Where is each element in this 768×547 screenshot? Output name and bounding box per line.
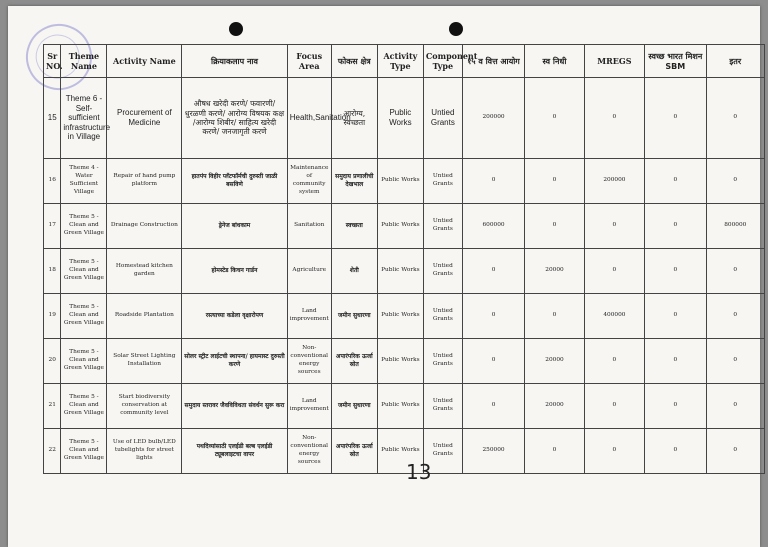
cell-15th-finance: 600000 — [462, 204, 524, 249]
cell-activity-mr: समुदाय स्तरावर जैवविविधता संवर्धन सुरू करा — [182, 384, 287, 429]
cell-mregs: 400000 — [584, 294, 644, 339]
cell-activity: Drainage Construction — [107, 204, 182, 249]
cell-other: 800000 — [706, 204, 764, 249]
cell-mregs: 0 — [584, 429, 644, 474]
cell-other: 0 — [706, 339, 764, 384]
cell-sr: 17 — [44, 204, 61, 249]
cell-activity-type: Public Works — [377, 339, 423, 384]
cell-theme: Theme 5 - Clean and Green Village — [61, 339, 107, 384]
cell-other: 0 — [706, 294, 764, 339]
cell-activity-type: Public Works — [377, 159, 423, 204]
cell-15th-finance: 0 — [462, 339, 524, 384]
cell-mregs: 0 — [584, 339, 644, 384]
cell-own-funds: 20000 — [525, 249, 584, 294]
cell-sbm: 0 — [645, 249, 706, 294]
cell-activity: Use of LED bulb/LED tubelights for street lights — [107, 429, 182, 474]
cell-component: Untied Grants — [423, 204, 462, 249]
cell-activity: Solar Street Lighting Installation — [107, 339, 182, 384]
cell-activity-type: Public Works — [377, 294, 423, 339]
table-row — [44, 384, 765, 429]
cell-activity: Repair of hand pump platform — [107, 159, 182, 204]
cell-other: 0 — [706, 384, 764, 429]
cell-other: 0 — [706, 249, 764, 294]
cell-sbm: 0 — [645, 294, 706, 339]
cell-activity-mr: औषध खरेदी करणे/ फवारणी/ धुरळणी करणे/ आरोग्य विषयक कक्ष /आरोग्य शिबीर/ साहित्य खरेदी करणे/ जनजागृती करणे — [182, 78, 287, 159]
cell-activity-mr: होमस्टेड किचन गार्डन — [182, 249, 287, 294]
cell-other: 0 — [706, 78, 764, 159]
punch-hole-right — [449, 22, 463, 36]
table-row — [44, 159, 765, 204]
header-other: इतर — [706, 45, 764, 78]
cell-15th-finance: 0 — [462, 384, 524, 429]
cell-activity-mr: ड्रेनेज बांधकाम — [182, 204, 287, 249]
cell-component: Untied Grants — [423, 384, 462, 429]
table-header-row — [44, 45, 765, 78]
cell-sr: 20 — [44, 339, 61, 384]
cell-activity-type: Public Works — [377, 204, 423, 249]
cell-focus-mr: अपारंपरिक ऊर्जा स्रोत — [331, 339, 377, 384]
cell-own-funds: 20000 — [525, 339, 584, 384]
cell-activity-type: Public Works — [377, 249, 423, 294]
cell-sr: 15 — [44, 78, 61, 159]
cell-15th-finance: 200000 — [462, 78, 524, 159]
cell-theme: Theme 5 - Clean and Green Village — [61, 384, 107, 429]
cell-focus-mr: शेती — [331, 249, 377, 294]
cell-activity: Start biodiversity conservation at community level — [107, 384, 182, 429]
header-sr: Sr NO. — [44, 45, 61, 78]
cell-activity: Roadside Plantation — [107, 294, 182, 339]
cell-activity-mr: पथदिव्यांसाठी एलईडी बल्ब एलईडी ट्यूबलाइटचा वापर — [182, 429, 287, 474]
cell-own-funds: 0 — [525, 204, 584, 249]
cell-activity: Homestead kitchen garden — [107, 249, 182, 294]
cell-component: Untied Grants — [423, 294, 462, 339]
table-row — [44, 78, 765, 159]
header-component: Component Type — [423, 45, 462, 78]
cell-mregs: 200000 — [584, 159, 644, 204]
cell-theme: Theme 4 - Water Sufficient Village — [61, 159, 107, 204]
cell-focus-mr: जमीन सुधारणा — [331, 384, 377, 429]
header-activity-mr: क्रियाकलाप नाव — [182, 45, 287, 78]
cell-activity-mr: सोलर स्ट्रीट लाईटची स्थापना/ हायमास्ट दुरुस्ती करणे — [182, 339, 287, 384]
cell-mregs: 0 — [584, 249, 644, 294]
cell-component: Untied Grants — [423, 249, 462, 294]
cell-focus-mr: जमीन सुधारणा — [331, 294, 377, 339]
cell-component: Untied Grants — [423, 159, 462, 204]
table-row — [44, 339, 765, 384]
header-sbm: स्वच्छ भारत मिशन SBM — [645, 45, 706, 78]
cell-theme: Theme 5 - Clean and Green Village — [61, 249, 107, 294]
cell-sbm: 0 — [645, 78, 706, 159]
cell-mregs: 0 — [584, 204, 644, 249]
document-page — [8, 6, 760, 547]
header-mregs: MREGS — [584, 45, 644, 78]
header-activity-type: Activity Type — [377, 45, 423, 78]
cell-activity-type: Public Works — [377, 384, 423, 429]
cell-component: Untied Grants — [423, 78, 462, 159]
cell-focus: Non-conventional energy sources — [287, 339, 331, 384]
cell-sr: 16 — [44, 159, 61, 204]
cell-sbm: 0 — [645, 429, 706, 474]
cell-activity-type: Public Works — [377, 429, 423, 474]
cell-sr: 19 — [44, 294, 61, 339]
header-15th-finance: १५ व वित्त आयोग — [462, 45, 524, 78]
header-activity: Activity Name — [107, 45, 182, 78]
cell-other: 0 — [706, 429, 764, 474]
cell-focus: Maintenance of community system — [287, 159, 331, 204]
table-row — [44, 249, 765, 294]
punch-hole-left — [229, 22, 243, 36]
header-own-funds: स्व निधी — [525, 45, 584, 78]
cell-mregs: 0 — [584, 384, 644, 429]
cell-own-funds: 20000 — [525, 384, 584, 429]
cell-sr: 21 — [44, 384, 61, 429]
cell-activity-mr: रस्त्याच्या कडेला वृक्षारोपण — [182, 294, 287, 339]
cell-own-funds: 0 — [525, 78, 584, 159]
cell-sbm: 0 — [645, 204, 706, 249]
cell-activity-mr: हातपंप विहीर प्लॅटफॉर्मची दुरुस्ती जाळी बसविणे — [182, 159, 287, 204]
cell-15th-finance: 0 — [462, 159, 524, 204]
cell-theme: Theme 5 - Clean and Green Village — [61, 294, 107, 339]
cell-focus: Agriculture — [287, 249, 331, 294]
header-theme: Theme Name — [61, 45, 107, 78]
table-row — [44, 204, 765, 249]
cell-theme: Theme 6 - Self-sufficient infrastructure in Village — [61, 78, 107, 159]
header-focus-mr: फोकस क्षेत्र — [331, 45, 377, 78]
cell-focus: Land improvement — [287, 294, 331, 339]
cell-own-funds: 0 — [525, 429, 584, 474]
cell-15th-finance: 0 — [462, 294, 524, 339]
cell-focus: Land improvement — [287, 384, 331, 429]
page-number: 13 — [406, 460, 432, 484]
cell-focus: Non-conventional energy sources — [287, 429, 331, 474]
cell-focus: Sanitation — [287, 204, 331, 249]
cell-theme: Theme 5 - Clean and Green Village — [61, 429, 107, 474]
cell-sbm: 0 — [645, 384, 706, 429]
cell-theme: Theme 5 - Clean and Green Village — [61, 204, 107, 249]
cell-other: 0 — [706, 159, 764, 204]
cell-activity: Procurement of Medicine — [107, 78, 182, 159]
cell-focus-mr: आरोग्य, स्वच्छता — [331, 78, 377, 159]
cell-sbm: 0 — [645, 159, 706, 204]
table-row — [44, 294, 765, 339]
cell-component: Untied Grants — [423, 339, 462, 384]
header-focus: Focus Area — [287, 45, 331, 78]
cell-sr: 22 — [44, 429, 61, 474]
cell-component: Untied Grants — [423, 429, 462, 474]
activity-plan-table — [43, 44, 765, 474]
cell-focus-mr: अपारंपरिक ऊर्जा स्रोत — [331, 429, 377, 474]
cell-mregs: 0 — [584, 78, 644, 159]
cell-own-funds: 0 — [525, 159, 584, 204]
cell-15th-finance: 0 — [462, 249, 524, 294]
cell-sbm: 0 — [645, 339, 706, 384]
cell-focus-mr: समुदाय प्रणालीची देखभाल — [331, 159, 377, 204]
cell-focus: Health,Sanitation — [287, 78, 331, 159]
cell-sr: 18 — [44, 249, 61, 294]
cell-15th-finance: 250000 — [462, 429, 524, 474]
table-row — [44, 429, 765, 474]
cell-activity-type: Public Works — [377, 78, 423, 159]
cell-own-funds: 0 — [525, 294, 584, 339]
cell-focus-mr: स्वच्छता — [331, 204, 377, 249]
